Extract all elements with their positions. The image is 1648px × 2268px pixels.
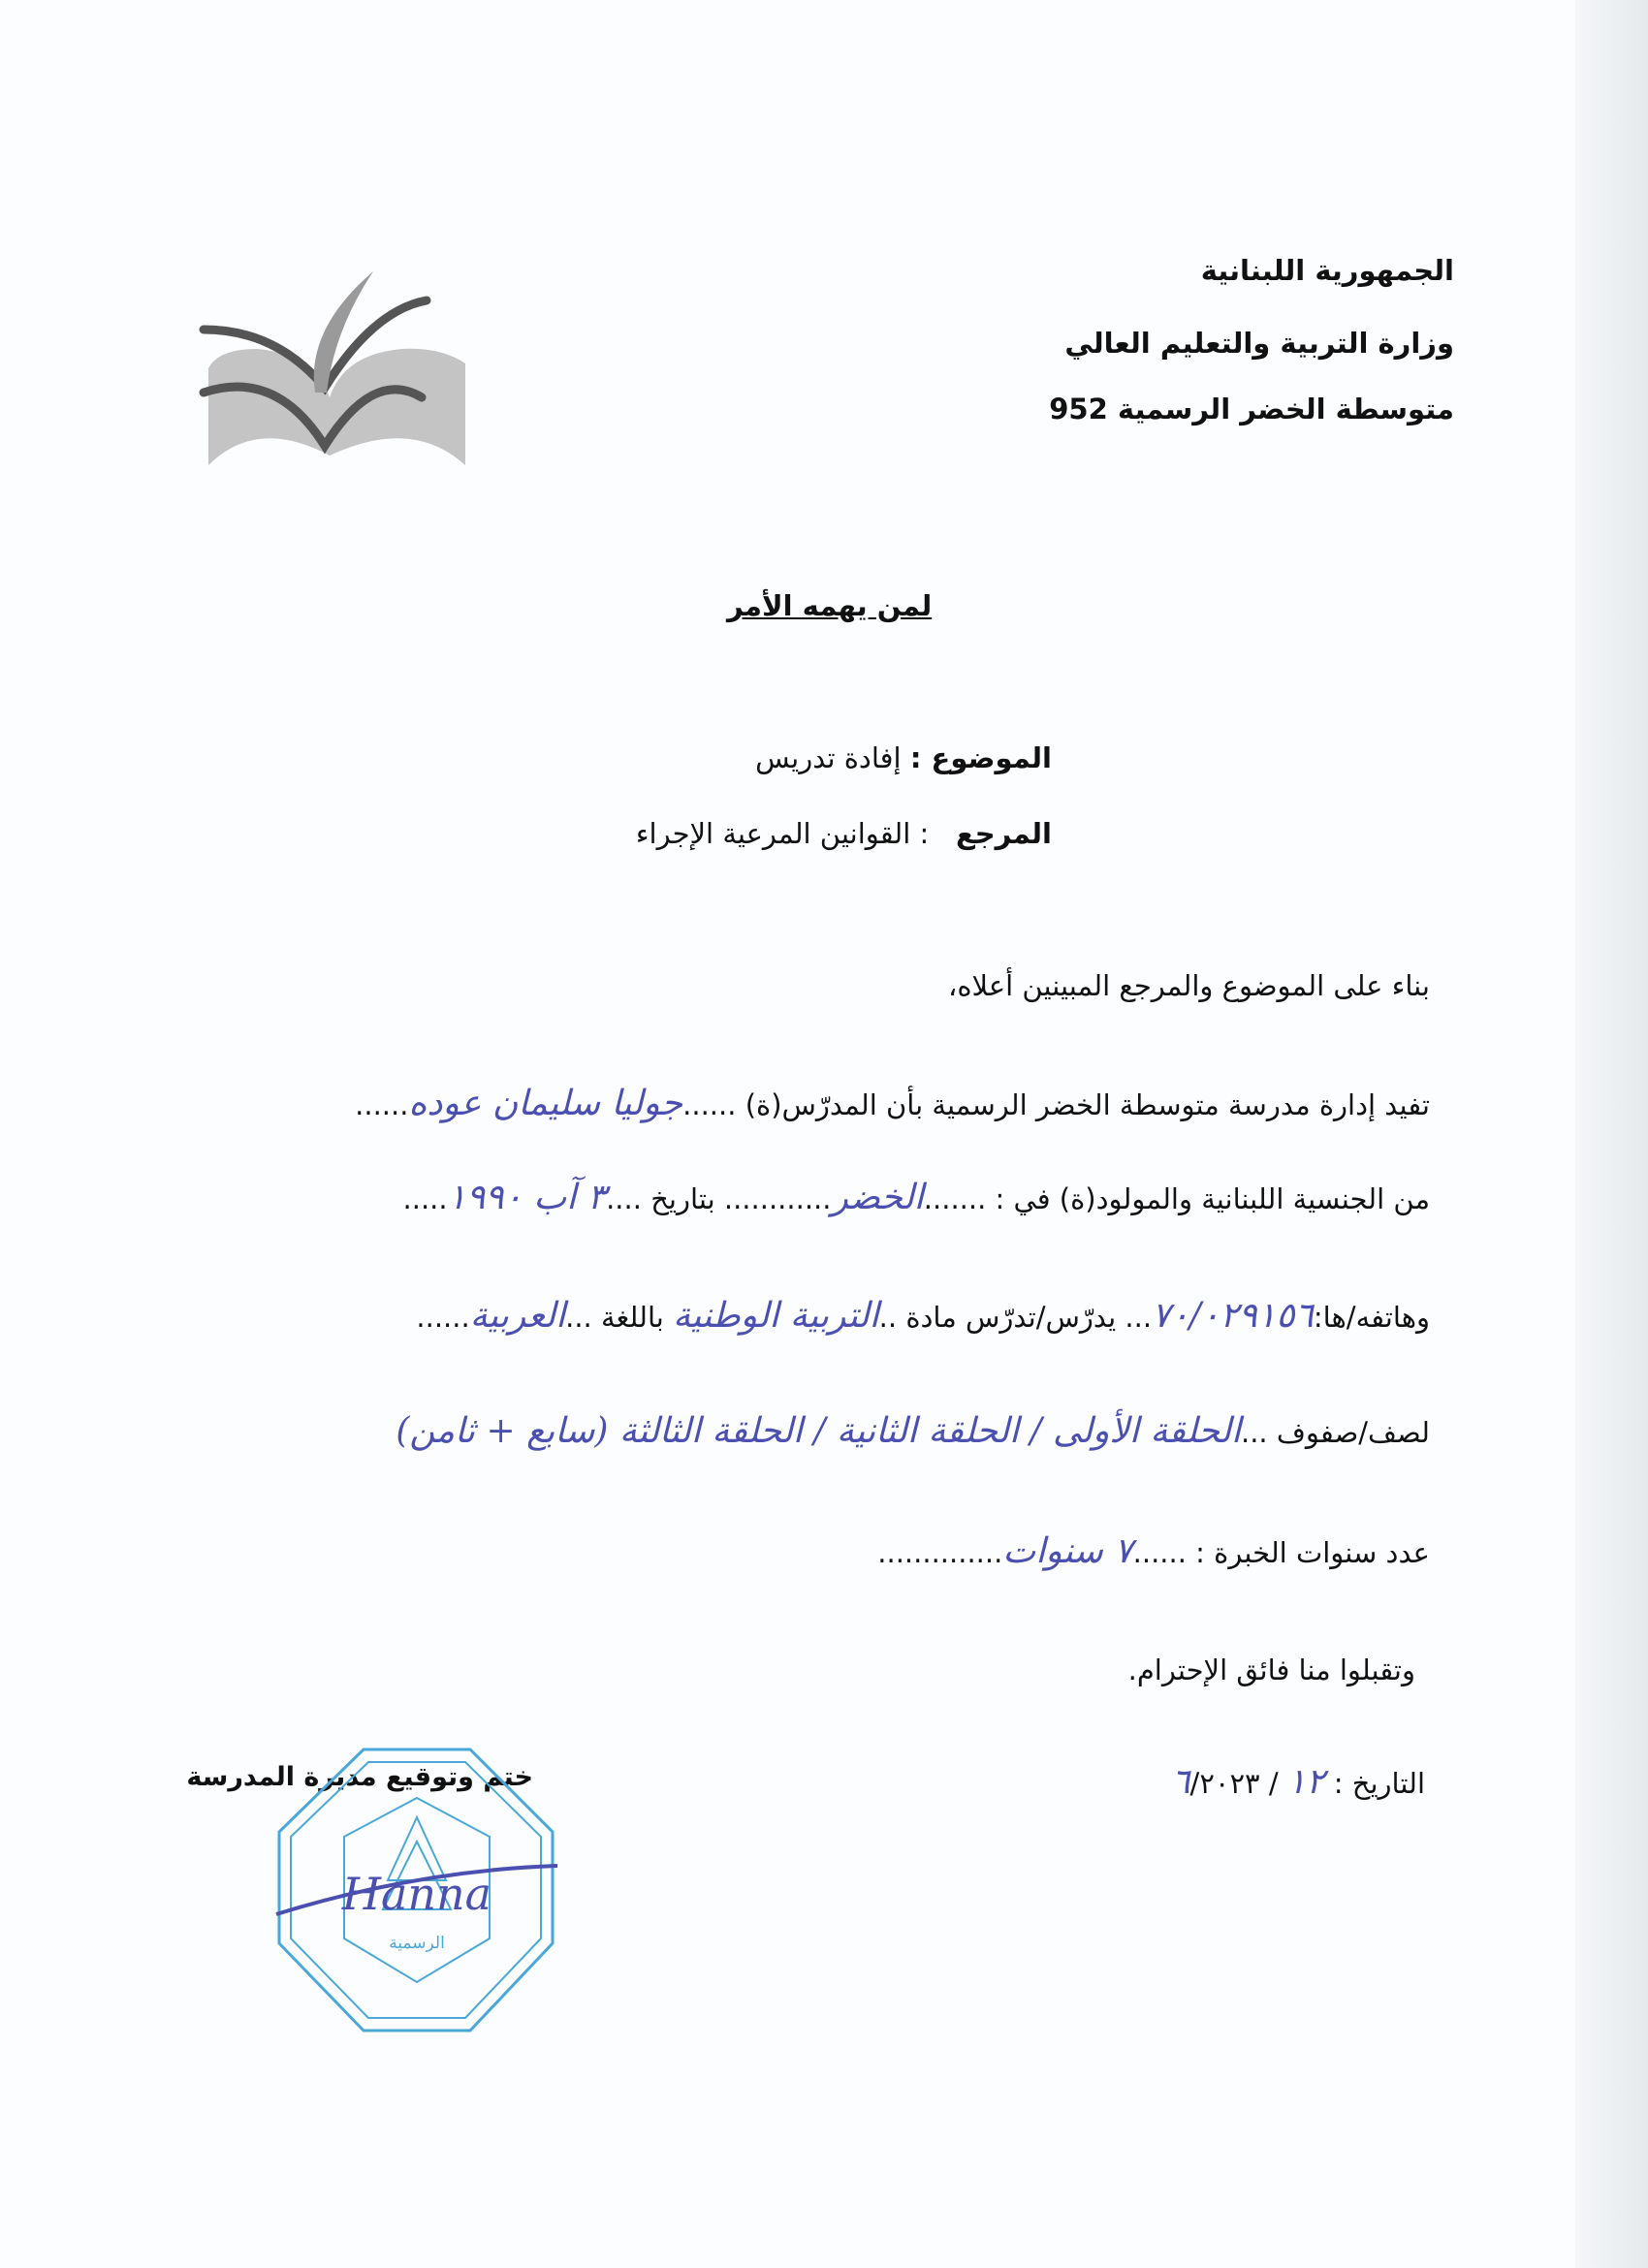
language: العربية <box>469 1296 566 1336</box>
birth-place-label: من الجنسية اللبنانية والمولود(ة) في : <box>995 1182 1430 1215</box>
phone-subject-line: وهاتفه/ها:٧٠/٠٢٩١٥٦... يدرّس/تدرّس مادة ..التربية الوطنية باللغة ...العربية...... <box>416 1296 1430 1336</box>
birth-date-label: بتاريخ <box>650 1182 715 1215</box>
experience-years: ٧ سنوات <box>1002 1531 1133 1571</box>
scan-edge-shadow <box>1575 0 1648 2268</box>
birth-line: من الجنسية اللبنانية والمولود(ة) في : .......الخضر............ بتاريخ ....٣ آب ١٩٩٠..... <box>402 1178 1430 1217</box>
reference-sep: : <box>919 817 930 850</box>
phone-number: ٧٠/٠٢٩١٥٦ <box>1152 1296 1314 1336</box>
teacher-name: جوليا سليمان عوده <box>408 1084 683 1123</box>
date-label: التاريخ : <box>1333 1767 1425 1800</box>
classes-label: لصف/صفوف <box>1276 1416 1430 1449</box>
date-year: /٢٠٢٣ <box>1189 1767 1260 1800</box>
phone-label: وهاتفه/ها: <box>1313 1301 1430 1334</box>
intro-text: بناء على الموضوع والمرجع المبينين أعلاه، <box>948 969 1430 1002</box>
header-school: متوسطة الخضر الرسمية 952 <box>1049 393 1454 425</box>
subject-value: إفادة تدريس <box>755 741 902 774</box>
stamp-text: الرسمية <box>389 1934 445 1953</box>
closing-text: وتقبلوا منا فائق الإحترام. <box>1127 1654 1415 1686</box>
page-title: لمن يهمه الأمر <box>727 589 933 622</box>
birth-date: ٣ آب ١٩٩٠ <box>447 1178 607 1217</box>
school-stamp <box>271 1745 562 2035</box>
signature-label: ختم وتوقيع مديرة المدرسة <box>186 1762 533 1792</box>
subject-label: الموضوع : <box>909 741 1052 774</box>
subject-line <box>755 741 1052 774</box>
header-ministry: وزارة التربية والتعليم العالي <box>1064 327 1454 360</box>
reference-line <box>636 817 1052 850</box>
classes-line: لصف/صفوف ...الحلقة الأولى / الحلقة الثانية / الحلقة الثالثة (سابع + ثامن) <box>396 1411 1430 1451</box>
date-line: التاريخ : ١٢ / ٦/٢٠٢٣ <box>1171 1762 1425 1802</box>
header-republic: الجمهورية اللبنانية <box>1200 254 1454 287</box>
reference-label: المرجع <box>955 817 1052 850</box>
signature: Hanna <box>341 1868 492 1920</box>
classes: الحلقة الأولى / الحلقة الثانية / الحلقة الثالثة (سابع + ثامن) <box>396 1411 1241 1451</box>
reference-value: القوانين المرعية الإجراء <box>635 817 911 850</box>
experience-line: عدد سنوات الخبرة : ......٧ سنوات.............. <box>877 1531 1430 1571</box>
experience-label: عدد سنوات الخبرة : <box>1195 1536 1430 1569</box>
teaching-subject-label: يدرّس/تدرّس مادة <box>905 1301 1117 1334</box>
language-label: باللغة <box>600 1301 664 1334</box>
teacher-line-label: تفيد إدارة مدرسة متوسطة الخضر الرسمية بأن المدرّس(ة) <box>745 1088 1430 1121</box>
teacher-line: تفيد إدارة مدرسة متوسطة الخضر الرسمية بأن المدرّس(ة) ......جوليا سليمان عوده...... <box>355 1084 1430 1123</box>
teaching-subject: التربية الوطنية <box>673 1296 879 1336</box>
date-day: ١٢ <box>1286 1762 1325 1802</box>
date-month: ٦ <box>1171 1762 1190 1802</box>
birthplace: الخضر <box>831 1178 924 1217</box>
ministry-logo-open-book-icon <box>199 271 480 465</box>
